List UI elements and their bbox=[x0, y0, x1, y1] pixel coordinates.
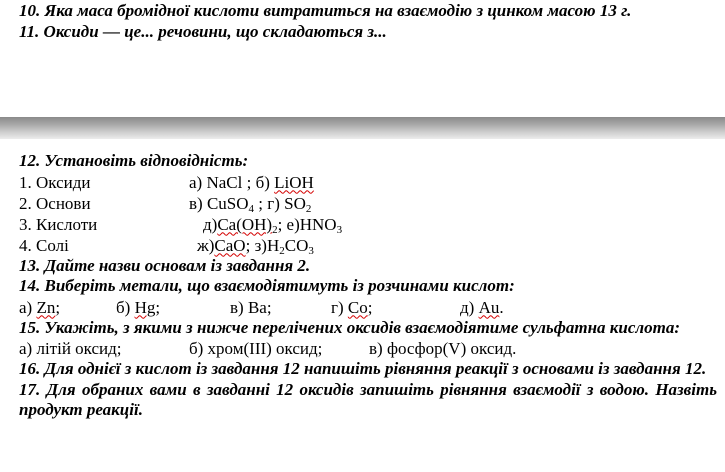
question-12-title: 12. Установіть відповідність: bbox=[19, 151, 249, 170]
match-row-1 bbox=[19, 172, 717, 193]
question-17: 17. Для обраних вами в завданні 12 оксидів запишіть рівняння взаємодії з водою. Назвіть продукт реакції. bbox=[19, 379, 717, 419]
option-c: в) фосфор(V) оксид. bbox=[369, 339, 517, 358]
question-11: 11. Оксиди — це... речовини, що складаються з... bbox=[19, 21, 387, 41]
match-left-item: 2. Основи bbox=[19, 193, 91, 213]
match-left-item: 3. Кислоти bbox=[19, 214, 98, 234]
question-13: 13. Дайте назви основам із завдання 2. bbox=[19, 255, 311, 275]
option-e: д) Au. bbox=[460, 297, 504, 317]
match-right-item: ж)CaO; $з)H_2CO_3$ bbox=[197, 235, 314, 257]
option-c: в) Ba; bbox=[230, 297, 272, 317]
match-left-item: 4. Солі bbox=[19, 235, 69, 255]
question-10: 10. Яка маса бромідної кислоти витратиться на взаємодію з цинком масою 13 г. bbox=[19, 1, 632, 20]
question-15-title: 15. Укажіть, з якими з нижче перелічених оксидів взаємодіятиме сульфатна кислота: bbox=[19, 317, 680, 337]
question-16: 16. Для однієї з кислот із завдання 12 напишіть рівняння реакції з основами із завдання 12. bbox=[19, 359, 707, 378]
match-row-4 bbox=[19, 235, 717, 256]
question-15-options bbox=[19, 338, 717, 359]
questions-bottom bbox=[19, 151, 717, 421]
question-14-title: 14. Виберіть метали, що взаємодіятимуть із розчинами кислот: bbox=[19, 276, 515, 295]
match-right-item: а) NaCl ; б) LiOH bbox=[189, 172, 314, 192]
match-left-item: 1. Оксиди bbox=[19, 172, 91, 192]
page-break-separator bbox=[0, 117, 725, 139]
questions-top bbox=[19, 1, 717, 42]
match-right-item: в) CuSO$_4$ ; г) $SO_2$ bbox=[189, 193, 312, 215]
match-right-item: $д)Ca(OH)_2$; $е)HNO_3$ bbox=[203, 214, 343, 236]
option-a: а) літій оксид; bbox=[19, 339, 122, 358]
option-b: б) Hg; bbox=[116, 297, 161, 317]
option-d: г) Co; bbox=[331, 297, 373, 317]
option-b: б) хром(III) оксид; bbox=[189, 339, 323, 358]
question-14-options bbox=[19, 297, 717, 318]
match-row-2 bbox=[19, 193, 717, 214]
match-row-3 bbox=[19, 214, 717, 235]
option-a: а) Zn; bbox=[19, 297, 61, 317]
